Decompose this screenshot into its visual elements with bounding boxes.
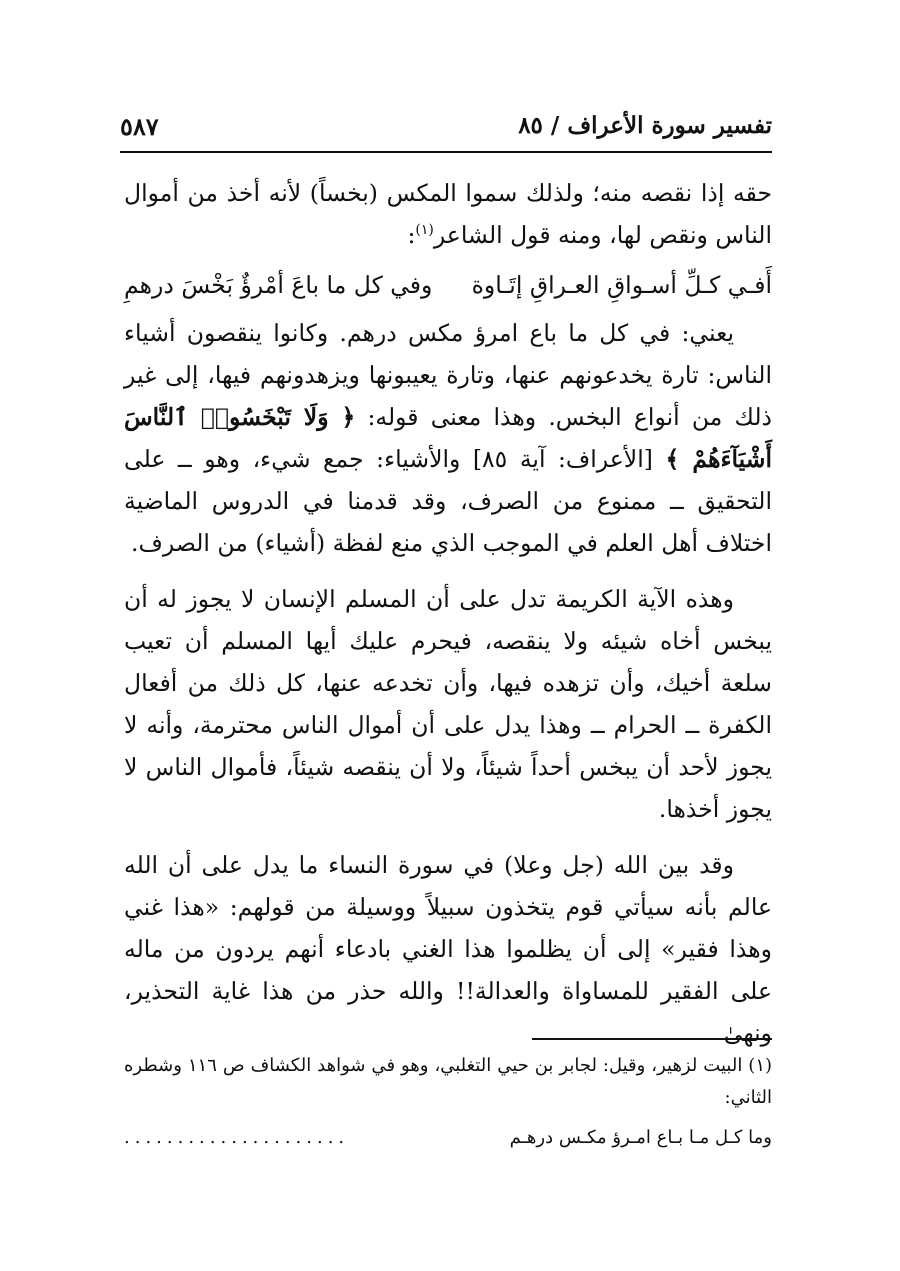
paragraph-1-text: حقه إذا نقصه منه؛ ولذلك سموا المكس (بخساً) لأنه أخذ من أموال الناس ونقص لها، ومنه قول الشاعر (124, 179, 772, 249)
verse-first-hemistich: أَفـي كـلِّ أسـواقِ العـراقِ إتَـاوة (471, 271, 772, 299)
paragraph-2-text: يعني: في كل ما باع امرؤ مكس درهم. وكانوا ينقصون أشياء الناس: تارة يخدعونهم عنها، وتارة يعيبونها ويزهدونهم فيها، إلى غير ذلك من أنواع البخس. وهذا معنى قوله: (124, 319, 772, 431)
paragraph-2 (124, 312, 772, 564)
paragraph-1 (124, 172, 772, 256)
paragraph-4: وقد بين الله (جل وعلا) في سورة النساء ما يدل على أن الله عالم بأنه سيأتي قوم يتخذون سبيلاً ووسيلة من قولهم: «هذا غني وهذا فقير» إلى أن يظلموا هذا الغني بادعاء أنهم يردون من ماله على الفقير للمساواة والعدالة!! والله حذر من هذا غاية التحذير، ونهىٰ (124, 851, 772, 1047)
page-header (120, 112, 772, 152)
footnote-separator (532, 1038, 772, 1040)
poetry-verse (124, 264, 772, 306)
paragraph-3: وهذه الآية الكريمة تدل على أن المسلم الإنسان لا يجوز له أن يبخس أخاه شيئه ولا ينقصه، فيحرم عليك أيها المسلم أن تعيب سلعة أخيك، وأن تزهده فيها، وأن تخدعه عنها، كل ذلك من أفعال الكفرة ــ الحرام ــ وهذا يدل على أن أموال الناس محترمة، وأنه لا يجوز لأحد أن يبخس أحداً شيئاً، ولا أن ينقصه شيئاً، فأموال الناس لا يجوز أخذها. (124, 585, 772, 823)
quran-quote: ﴿ وَلَا تَبْخَسُوا۟ ٱلنَّاسَ أَشْيَآءَهُمْ ﴾ (124, 403, 772, 473)
paragraph-gap (124, 830, 772, 844)
footnote-1: (١) البيت لزهير، وقيل: لجابر بن حيي التغلبي، وهو في شواهد الكشاف ص ١١٦ وشطره الثاني: (124, 1055, 773, 1108)
page-number: ٥٨٧ (120, 112, 159, 141)
verse-second-hemistich: وفي كل ما باعَ أمْرؤٌ بَخْسَ درهمِ (124, 271, 433, 299)
paragraph-1-colon: : (407, 221, 416, 249)
running-title: تفسير سورة الأعراف / ٨٥ (518, 112, 772, 139)
footnotes (124, 1050, 772, 1154)
header-rule (120, 151, 772, 153)
paragraph-2-continuation: [الأعراف: آية ٨٥] والأشياء: جمع شيء، وهو ــ على التحقيق ــ ممنوع من الصرف، وقد قدمنا في الدروس الماضية اختلاف أهل العلم في الموجب الذي منع لفظة (أشياء) من الصرف. (124, 445, 772, 557)
footnote-verse (124, 1122, 772, 1154)
footnote-verse-dots: ..................... (124, 1127, 350, 1148)
paragraph-gap (124, 564, 772, 578)
footnote-reference: (١) (415, 222, 434, 239)
footnote-verse-text: وما كـل مـا بـاع امـرؤ مكـس درهـم (509, 1127, 772, 1148)
main-text (124, 172, 772, 1054)
